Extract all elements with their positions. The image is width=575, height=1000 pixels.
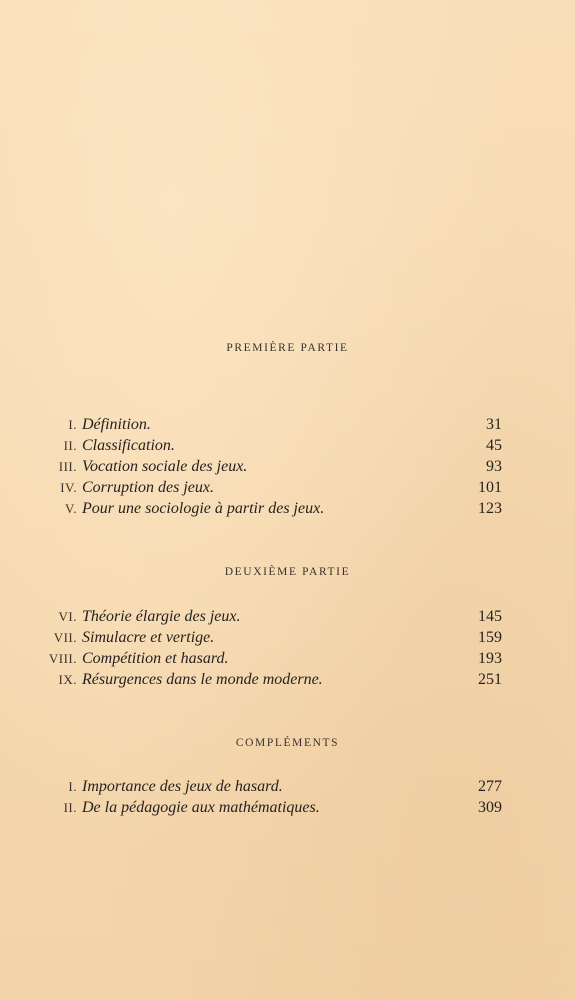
page-number: 159 [478, 629, 502, 646]
chapter-number: IV. [60, 480, 77, 495]
chapter-title: Pour une sociologie à partir des jeux. [82, 500, 325, 517]
chapter-title: Classification. [82, 437, 175, 454]
chapter-number: I. [68, 417, 77, 432]
chapter-number: VII. [53, 630, 77, 645]
page-number: 45 [486, 437, 502, 454]
chapter-number: VI. [58, 609, 77, 624]
toc-entry [0, 627, 575, 648]
toc-list-deuxieme [0, 606, 575, 690]
toc-list-complements [0, 776, 575, 818]
toc-entry [0, 606, 575, 627]
chapter-number: IX. [58, 672, 77, 687]
chapter-title: Simulacre et vertige. [82, 629, 215, 646]
chapter-number: V. [65, 501, 77, 516]
page-number: 123 [478, 500, 502, 517]
toc-entry [0, 414, 575, 435]
toc-entry [0, 456, 575, 477]
part-heading-complements: COMPLÉMENTS [235, 737, 340, 749]
chapter-number: I. [68, 779, 77, 794]
page-number: 251 [478, 671, 502, 688]
page-number: 101 [478, 479, 502, 496]
page-number: 93 [486, 458, 502, 475]
chapter-title: De la pédagogie aux mathématiques. [82, 799, 320, 816]
chapter-title: Théorie élargie des jeux. [82, 608, 241, 625]
toc-entry [0, 477, 575, 498]
page-number: 277 [478, 778, 502, 795]
chapter-title: Corruption des jeux. [82, 479, 214, 496]
toc-entry [0, 669, 575, 690]
toc-entry [0, 776, 575, 797]
chapter-title: Définition. [82, 416, 151, 433]
chapter-number: VIII. [48, 651, 77, 666]
chapter-title: Vocation sociale des jeux. [82, 458, 248, 475]
page-number: 309 [478, 799, 502, 816]
chapter-number: III. [58, 459, 77, 474]
chapter-number: II. [63, 438, 77, 453]
toc-entry [0, 648, 575, 669]
toc-entry [0, 797, 575, 818]
page-number: 31 [486, 416, 502, 433]
page-number: 193 [478, 650, 502, 667]
part-heading-premiere: PREMIÈRE PARTIE [226, 342, 349, 354]
part-heading-deuxieme: DEUXIÈME PARTIE [224, 566, 351, 578]
toc-list-premiere [0, 414, 575, 519]
chapter-title: Résurgences dans le monde moderne. [82, 671, 323, 688]
chapter-number: II. [63, 800, 77, 815]
page-number: 145 [478, 608, 502, 625]
toc-entry [0, 435, 575, 456]
chapter-title: Importance des jeux de hasard. [82, 778, 283, 795]
chapter-title: Compétition et hasard. [82, 650, 229, 667]
toc-entry [0, 498, 575, 519]
